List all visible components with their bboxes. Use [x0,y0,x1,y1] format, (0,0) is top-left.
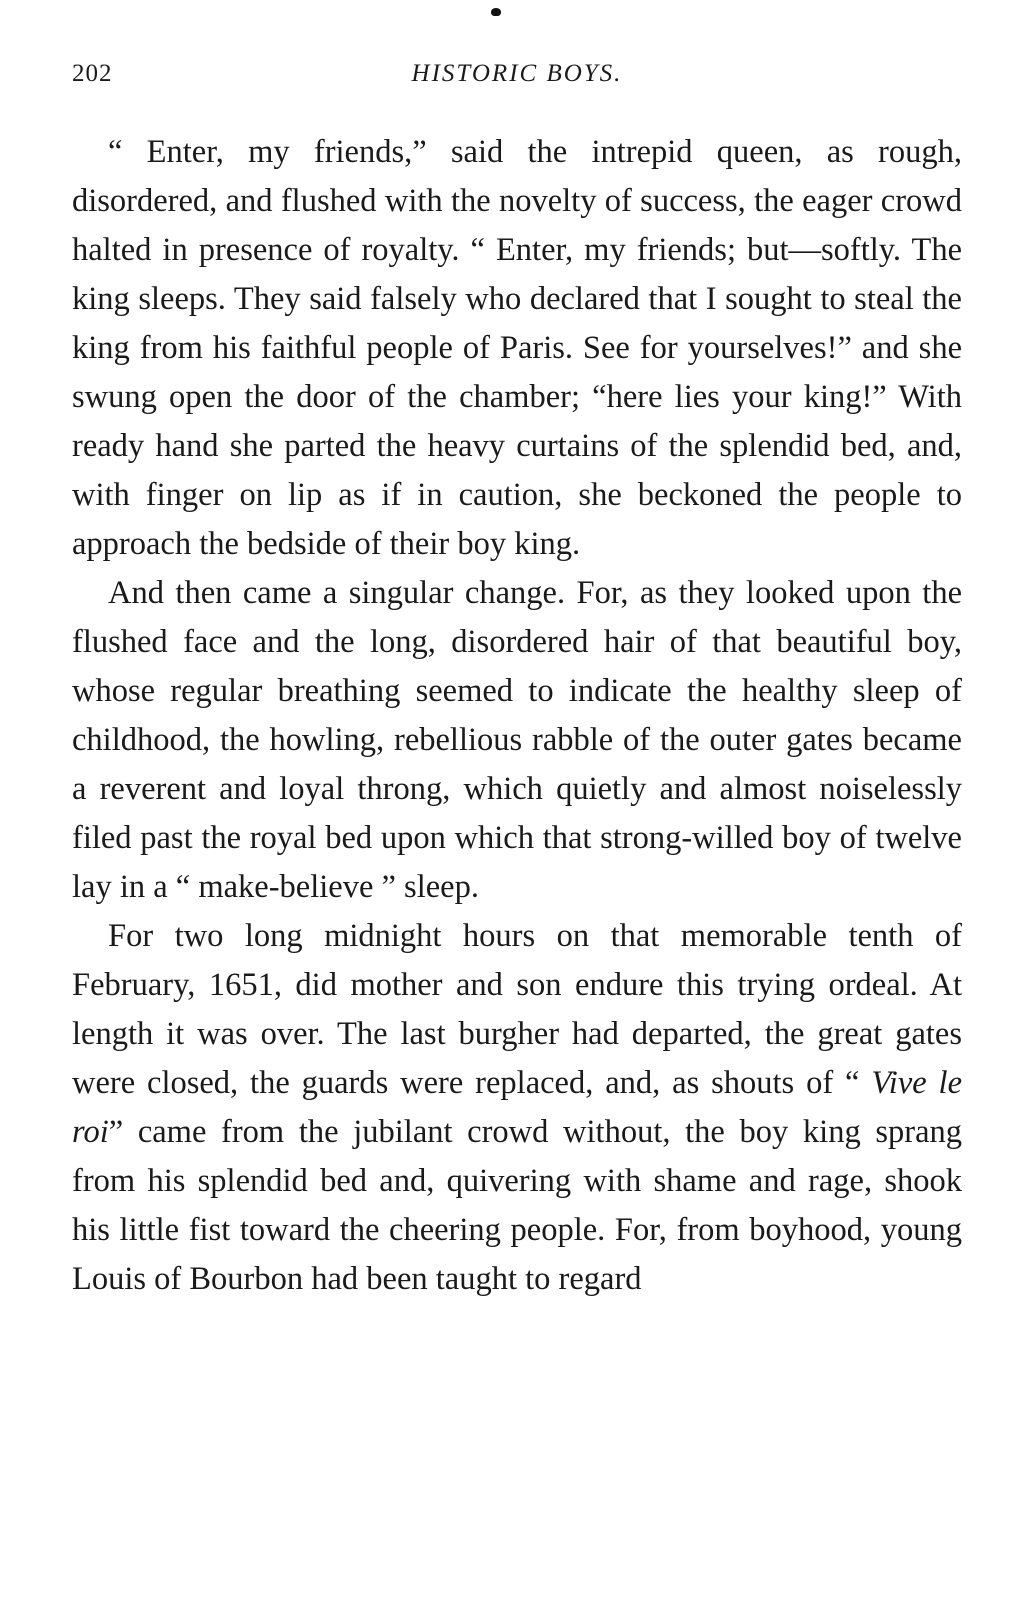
page-header [72,60,962,100]
paragraph-3-part-2: ” came from the jubilant crowd without, the boy king sprang from his splendid bed and, quivering with shame and rage, shook his little fist toward the cheering people. For, from boyhood, young Louis of Bourbon had been taught to regard [72,1114,962,1297]
paragraph-3-part-1: For two long midnight hours on that memorable tenth of February, 1651, did mother and son endure this trying ordeal. At length it was over. The last burgher had departed, the great gates were closed, the guards were replaced, and, as shouts of “ [72,918,962,1101]
page-number: 202 [72,60,113,87]
paragraph-2: And then came a singular change. For, as they looked upon the flushed face and the long, disordered hair of that beautiful boy, whose regular breathing seemed to indicate the healthy sleep of childhood, the howling, rebellious rabble of the outer gates became a reverent and loyal throng, which quietly and almost noiselessly filed past the royal bed upon which that strong-willed boy of twelve lay in a “ make-believe ” sleep. [72,575,962,905]
italic-phrase: Vive le roi [72,1065,962,1150]
body-text [72,128,962,1304]
paragraph-1: “ Enter, my friends,” said the intrepid queen, as rough, disordered, and flushed with the novelty of success, the eager crowd halted in presence of royalty. “ Enter, my friends; but—softly. The king sleeps. They said falsely who declared that I sought to steal the king from his faithful people of Paris. See for yourselves!” and she swung open the door of the chamber; “here lies your king!” With ready hand she parted the heavy curtains of the splendid bed, and, with finger on lip as if in caution, she beckoned the people to approach the bedside of their boy king. [72,134,962,562]
running-title: HISTORIC BOYS. [411,60,623,87]
paragraph-3 [72,912,962,1304]
ink-speck [491,8,501,16]
